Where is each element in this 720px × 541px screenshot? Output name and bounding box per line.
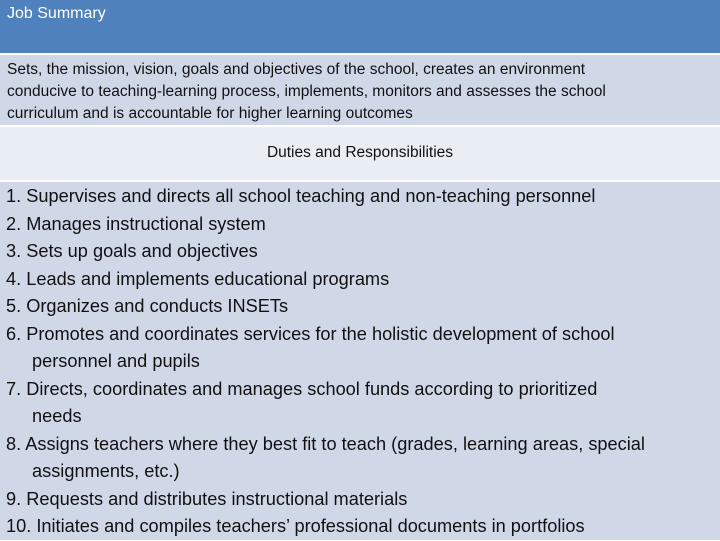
duties-header-label: Duties and Responsibilities	[266, 144, 454, 161]
duty-item	[6, 513, 716, 541]
duty-item	[6, 431, 716, 486]
duty-item	[6, 376, 716, 431]
duty-item	[6, 293, 716, 321]
duty-item	[6, 486, 716, 514]
duty-text-continued: personnel and pupils	[32, 351, 200, 371]
duties-list	[6, 183, 716, 541]
duty-text: 6. Promotes and coordinates services for the holistic development of school	[6, 323, 615, 344]
job-summary-text	[7, 59, 713, 125]
duties-row	[0, 182, 720, 540]
duty-text: 4. Leads and implements educational programs	[6, 268, 390, 289]
job-summary-row	[0, 55, 720, 126]
duty-text: 3. Sets up goals and objectives	[6, 241, 258, 261]
duties-header-row	[0, 127, 720, 181]
duty-item	[6, 266, 716, 294]
duty-item	[6, 321, 716, 376]
duty-text: 7. Directs, coordinates and manages school funds according to prioritized	[6, 378, 598, 399]
duty-item	[6, 238, 716, 266]
duty-item	[6, 183, 716, 211]
duty-text-continued: needs	[32, 406, 82, 426]
summary-line: conducive to teaching-learning process, implements, monitors and assesses the school	[7, 83, 606, 100]
duty-text: 5. Organizes and conducts INSETs	[6, 296, 289, 316]
duty-text: 8. Assigns teachers where they best fit to teach (grades, learning areas, special	[6, 433, 645, 454]
summary-line: curriculum and is accountable for higher learning outcomes	[7, 105, 413, 122]
duty-text-continued: assignments, etc.)	[32, 461, 180, 481]
job-summary-header	[0, 0, 720, 54]
job-summary-title: Job Summary	[7, 5, 106, 22]
duty-text: 10. Initiates and compiles teachers’ professional documents in portfolios	[6, 516, 585, 536]
summary-line: Sets, the mission, vision, goals and objectives of the school, creates an environment	[7, 61, 586, 78]
duty-text: 9. Requests and distributes instructional materials	[6, 488, 408, 509]
duty-item	[6, 211, 716, 239]
duty-text: 1. Supervises and directs all school teaching and non-teaching personnel	[6, 186, 596, 206]
duty-text: 2. Manages instructional system	[6, 213, 266, 234]
